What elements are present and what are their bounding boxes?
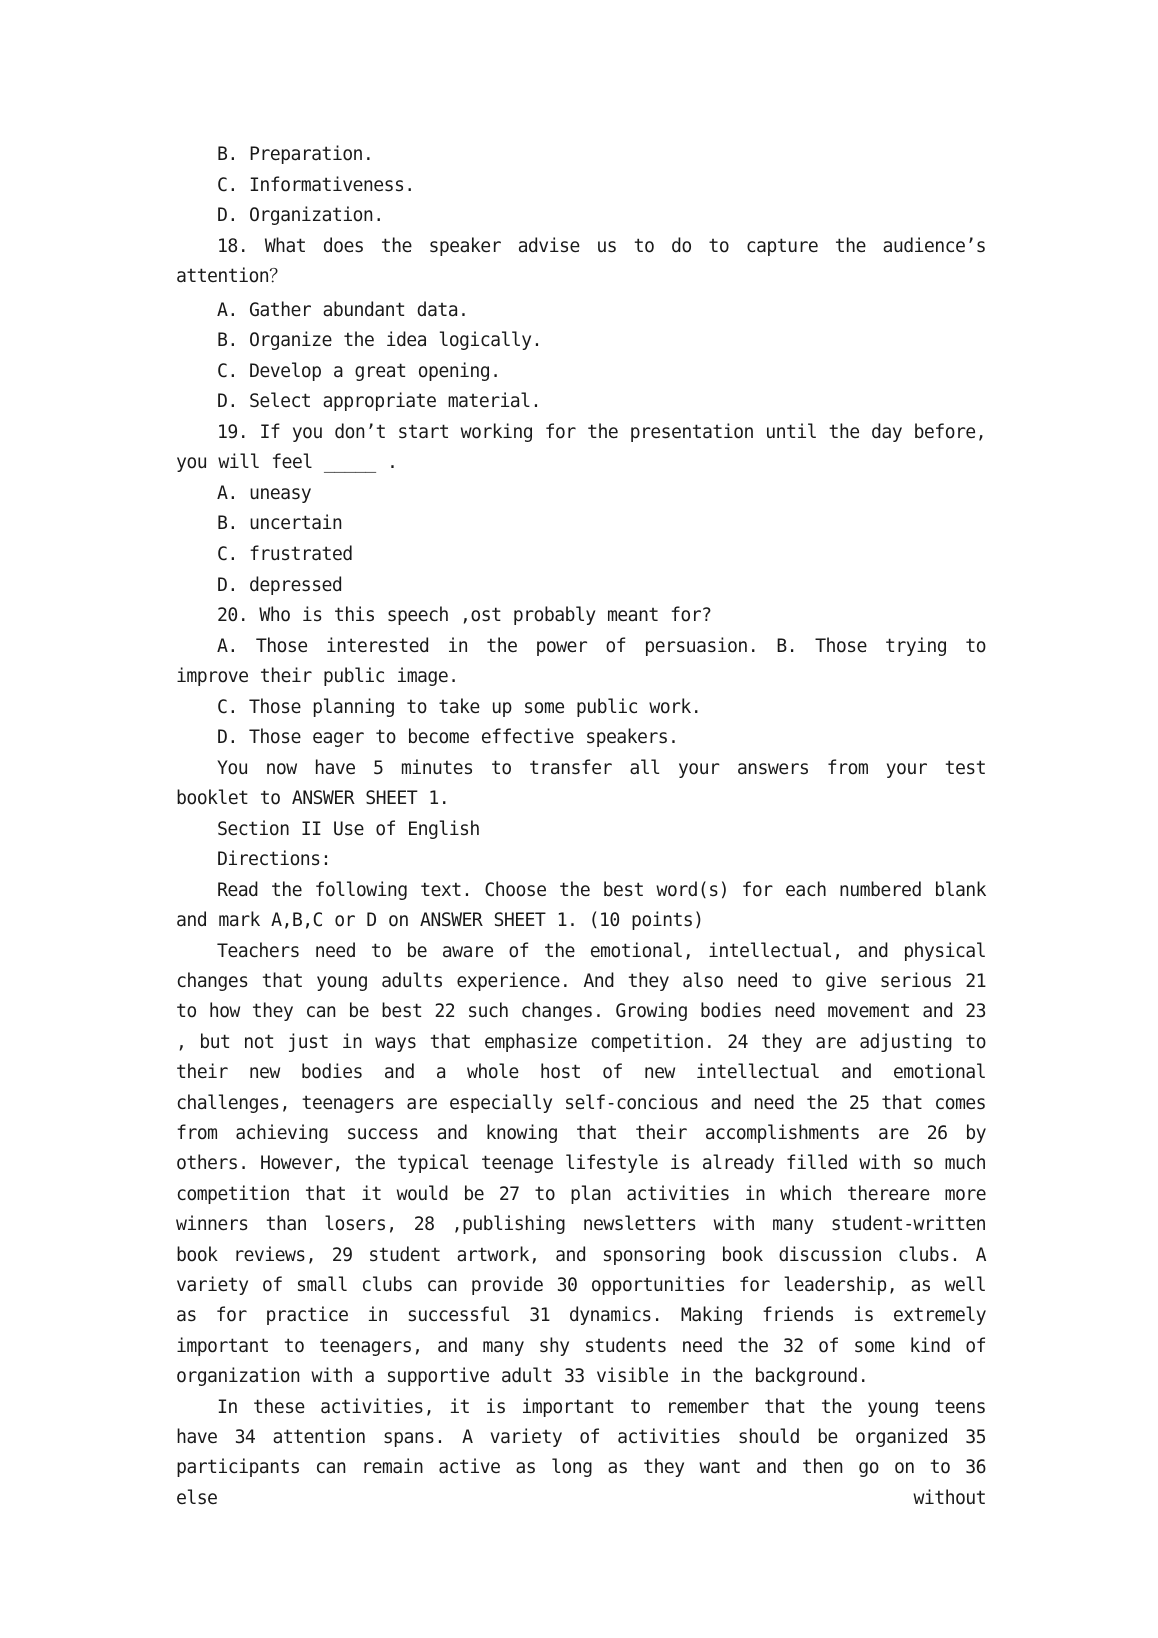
q18-option-d: D. Select appropriate material. <box>217 391 541 413</box>
passage-paragraph-1: Teachers need to be aware of the emotional, intellectual, and physical changes that young adults experience. And they also need to give serious 21 to how they can be best 22 such changes. Growing bodies need movement and 23 , but not just in ways that emphasize competition. 24 they are adjusting to their new bodies and a whole host of new intellectual and emotional challenges, teenagers are especially self-concious and need the 25 that comes from achieving success and knowing that their accomplishments are 26 by others. However, the typical teenage lifestyle is already filled with so much competition that it would be 27 to plan activities in which thereare more winners than losers, 28 ,publishing newsletters with many student-written book reviews, 29 student artwork, and sponsoring book discussion clubs. A variety of small clubs can provide 30 opportunities for leadership, as well as for practice in successful 31 dynamics. Making friends is extremely important to teenagers, and many shy students need the 32 of some kind of organization with a supportive adult 33 visible in the background. <box>176 940 986 1388</box>
passage-paragraph-2: In these activities, it is important to remember that the young teens have 34 attention spans. A variety of activities should be organized 35 participants can remain active as long as they want and then go on to 36 else without <box>176 1396 986 1509</box>
q19-question: 19. If you don’t start working for the presentation until the day before, you will feel _____ . <box>176 421 986 474</box>
q17-option-c: C. Informativeness. <box>217 174 415 196</box>
q19-option-c: C. frustrated <box>217 543 353 565</box>
q20-option-ab: A. Those interested in the power of persuasion. B. Those trying to improve their public image. <box>176 635 986 688</box>
transfer-note: You now have 5 minutes to transfer all your answers from your test booklet to ANSWER SHEET 1. <box>176 757 986 810</box>
exam-page <box>176 140 986 1514</box>
q18-question: 18. What does the speaker advise us to do to capture the audience’s attention？ <box>176 235 986 288</box>
q20-option-d: D. Those eager to become effective speakers. <box>217 727 679 749</box>
q19-option-b: B. uncertain <box>217 513 343 535</box>
q19-option-a: A. uneasy <box>217 482 312 504</box>
directions-text: Read the following text. Choose the best word(s) for each numbered blank and mark A,B,C or D on ANSWER SHEET 1. (10 points) <box>176 879 986 932</box>
section-title: Section II Use of English <box>217 818 480 840</box>
q20-question: 20. Who is this speech ,ost probably meant for? <box>217 605 712 627</box>
q18-option-b: B. Organize the idea logically. <box>217 330 542 352</box>
directions-label: Directions: <box>217 849 331 871</box>
q18-option-c: C. Develop a great opening. <box>217 360 501 382</box>
q18-option-a: A. Gather abundant data. <box>217 299 469 321</box>
q17-option-b: B. Preparation. <box>217 144 374 165</box>
q20-option-c: C. Those planning to take up some public work. <box>217 696 702 718</box>
q17-option-d: D. Organization. <box>217 205 384 227</box>
q19-option-d: D. depressed <box>217 574 343 596</box>
